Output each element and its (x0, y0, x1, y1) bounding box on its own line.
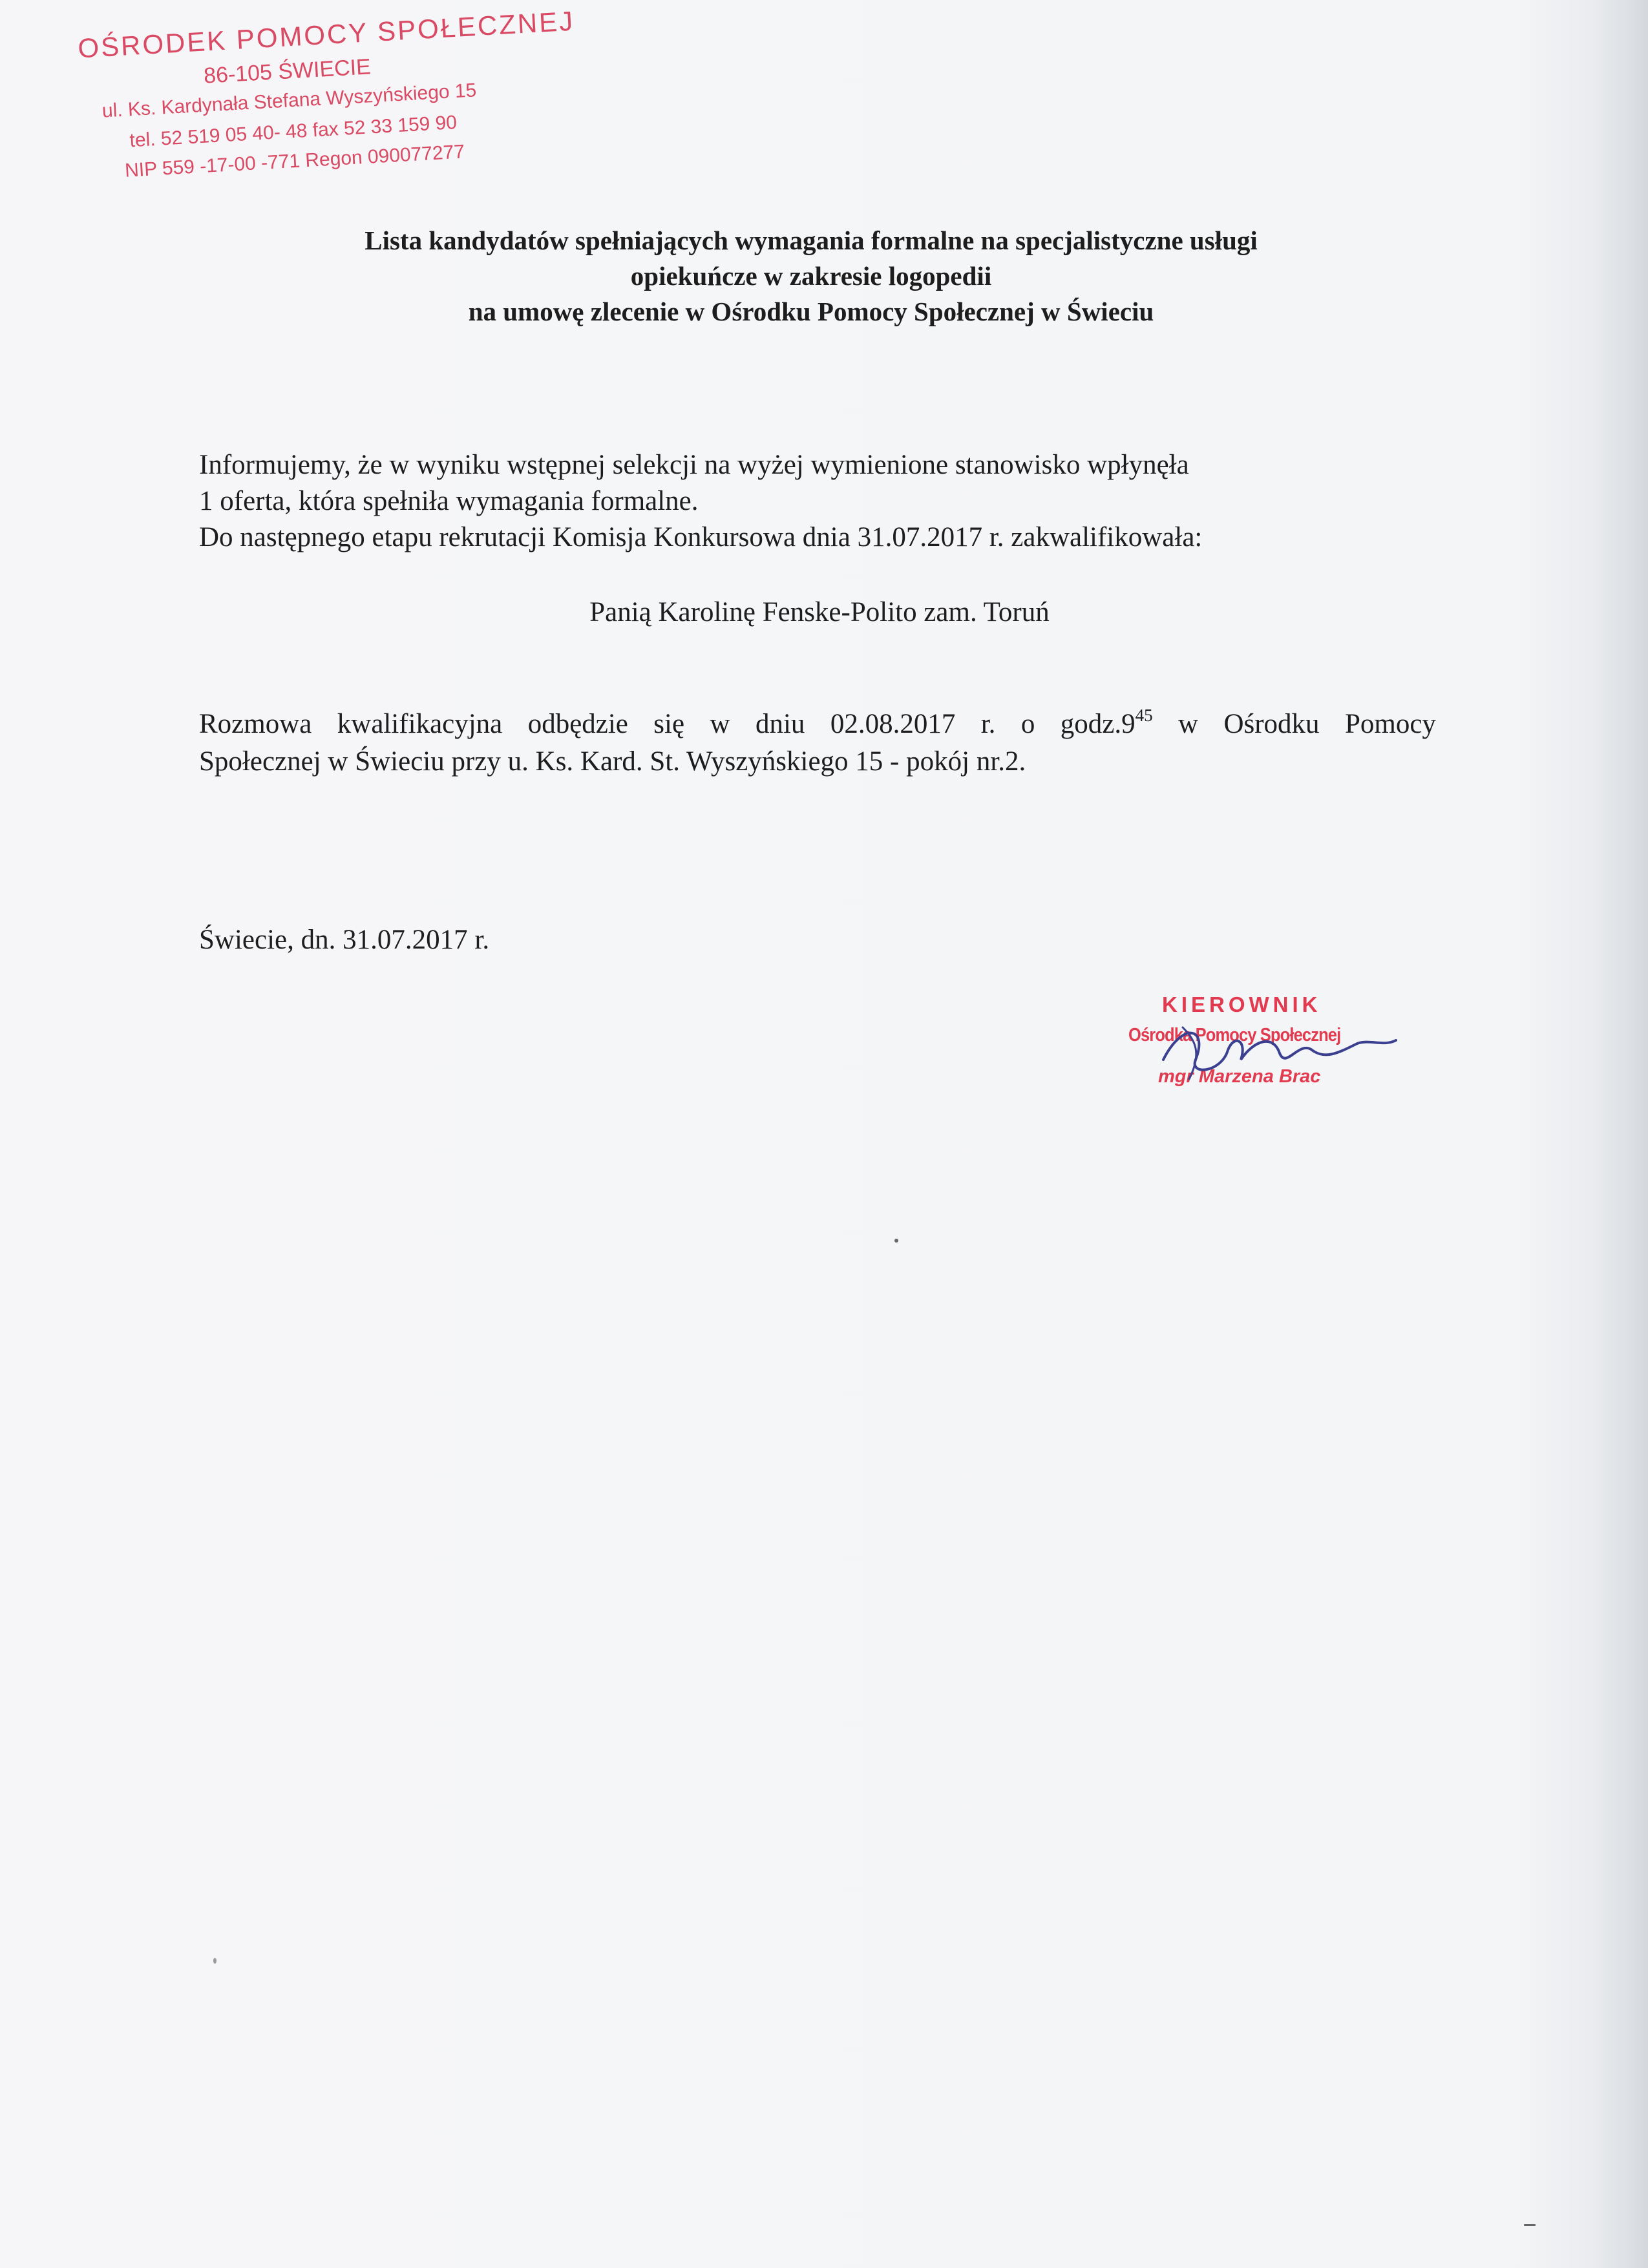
stamp-office: Ośrodka Pomocy Społecznej (1128, 1025, 1341, 1045)
scan-speck (894, 1239, 898, 1243)
interview-line-1 (199, 706, 1436, 743)
body-line-2: 1 oferta, która spełniła wymagania formalne. (199, 486, 699, 516)
interview-info (199, 706, 1436, 781)
stamp-line-4: tel. 52 519 05 40- 48 fax 52 33 159 90 (129, 111, 458, 152)
word: dniu (755, 709, 805, 739)
interview-line-2: Społecznej w Świeciu przy u. Ks. Kard. St. Wyszyńskiego 15 - pokój nr.2. (199, 746, 1026, 777)
institution-stamp (71, 0, 576, 187)
document-title (168, 223, 1454, 330)
stamp-name: mgr Marzena Brac (1158, 1066, 1321, 1087)
word: odbędzie (527, 709, 628, 739)
word: się (653, 709, 685, 739)
title-line-3: na umowę zlecenie w Ośrodku Pomocy Społecznej w Świeciu (468, 297, 1154, 326)
stamp-line-2: 86-105 ŚWIECIE (203, 54, 372, 89)
word: o (1020, 709, 1035, 739)
scan-speck (213, 1958, 217, 1964)
word: Ośrodku (1223, 709, 1320, 739)
title-line-1: Lista kandydatów spełniających wymagania formalne na specjalistyczne usługi (364, 226, 1258, 255)
page-edge-shadow (1593, 0, 1648, 2268)
qualified-candidate: Panią Karolinę Fenske-Polito zam. Toruń (589, 597, 1050, 627)
word: Pomocy (1344, 709, 1436, 739)
stamp-line-5: NIP 559 -17-00 -771 Regon 090077277 (124, 141, 465, 182)
interview-date: 02.08.2017 (830, 709, 956, 739)
stamp-line-3: ul. Ks. Kardynała Stefana Wyszyńskiego 15 (101, 79, 478, 122)
word: w (710, 709, 730, 739)
word: kwalifikacyjna (337, 709, 503, 739)
word: w (1178, 709, 1199, 739)
word: r. (980, 709, 996, 739)
time-hour: godz.9 (1060, 709, 1136, 739)
interview-time (1061, 706, 1153, 743)
body-line-1: Informujemy, że w wyniku wstępnej selekcji na wyżej wymienione stanowisko wpłynęła (199, 450, 1189, 480)
word: Rozmowa (199, 709, 312, 739)
stamp-title: KIEROWNIK (1162, 992, 1322, 1016)
scan-speck (1524, 2224, 1536, 2226)
title-line-2: opiekuńcze w zakresie logopedii (630, 261, 992, 291)
stamp-line-1: OŚRODEK POMOCY SPOŁECZNEJ (77, 5, 576, 64)
manager-signature-stamp (1118, 989, 1409, 1118)
handwritten-signature (1144, 1014, 1402, 1092)
time-minutes: 45 (1135, 706, 1153, 725)
place-and-date: Świecie, dn. 31.07.2017 r. (199, 925, 490, 955)
body-line-3: Do następnego etapu rekrutacji Komisja Konkursowa dnia 31.07.2017 r. zakwalifikowała: (199, 522, 1203, 552)
